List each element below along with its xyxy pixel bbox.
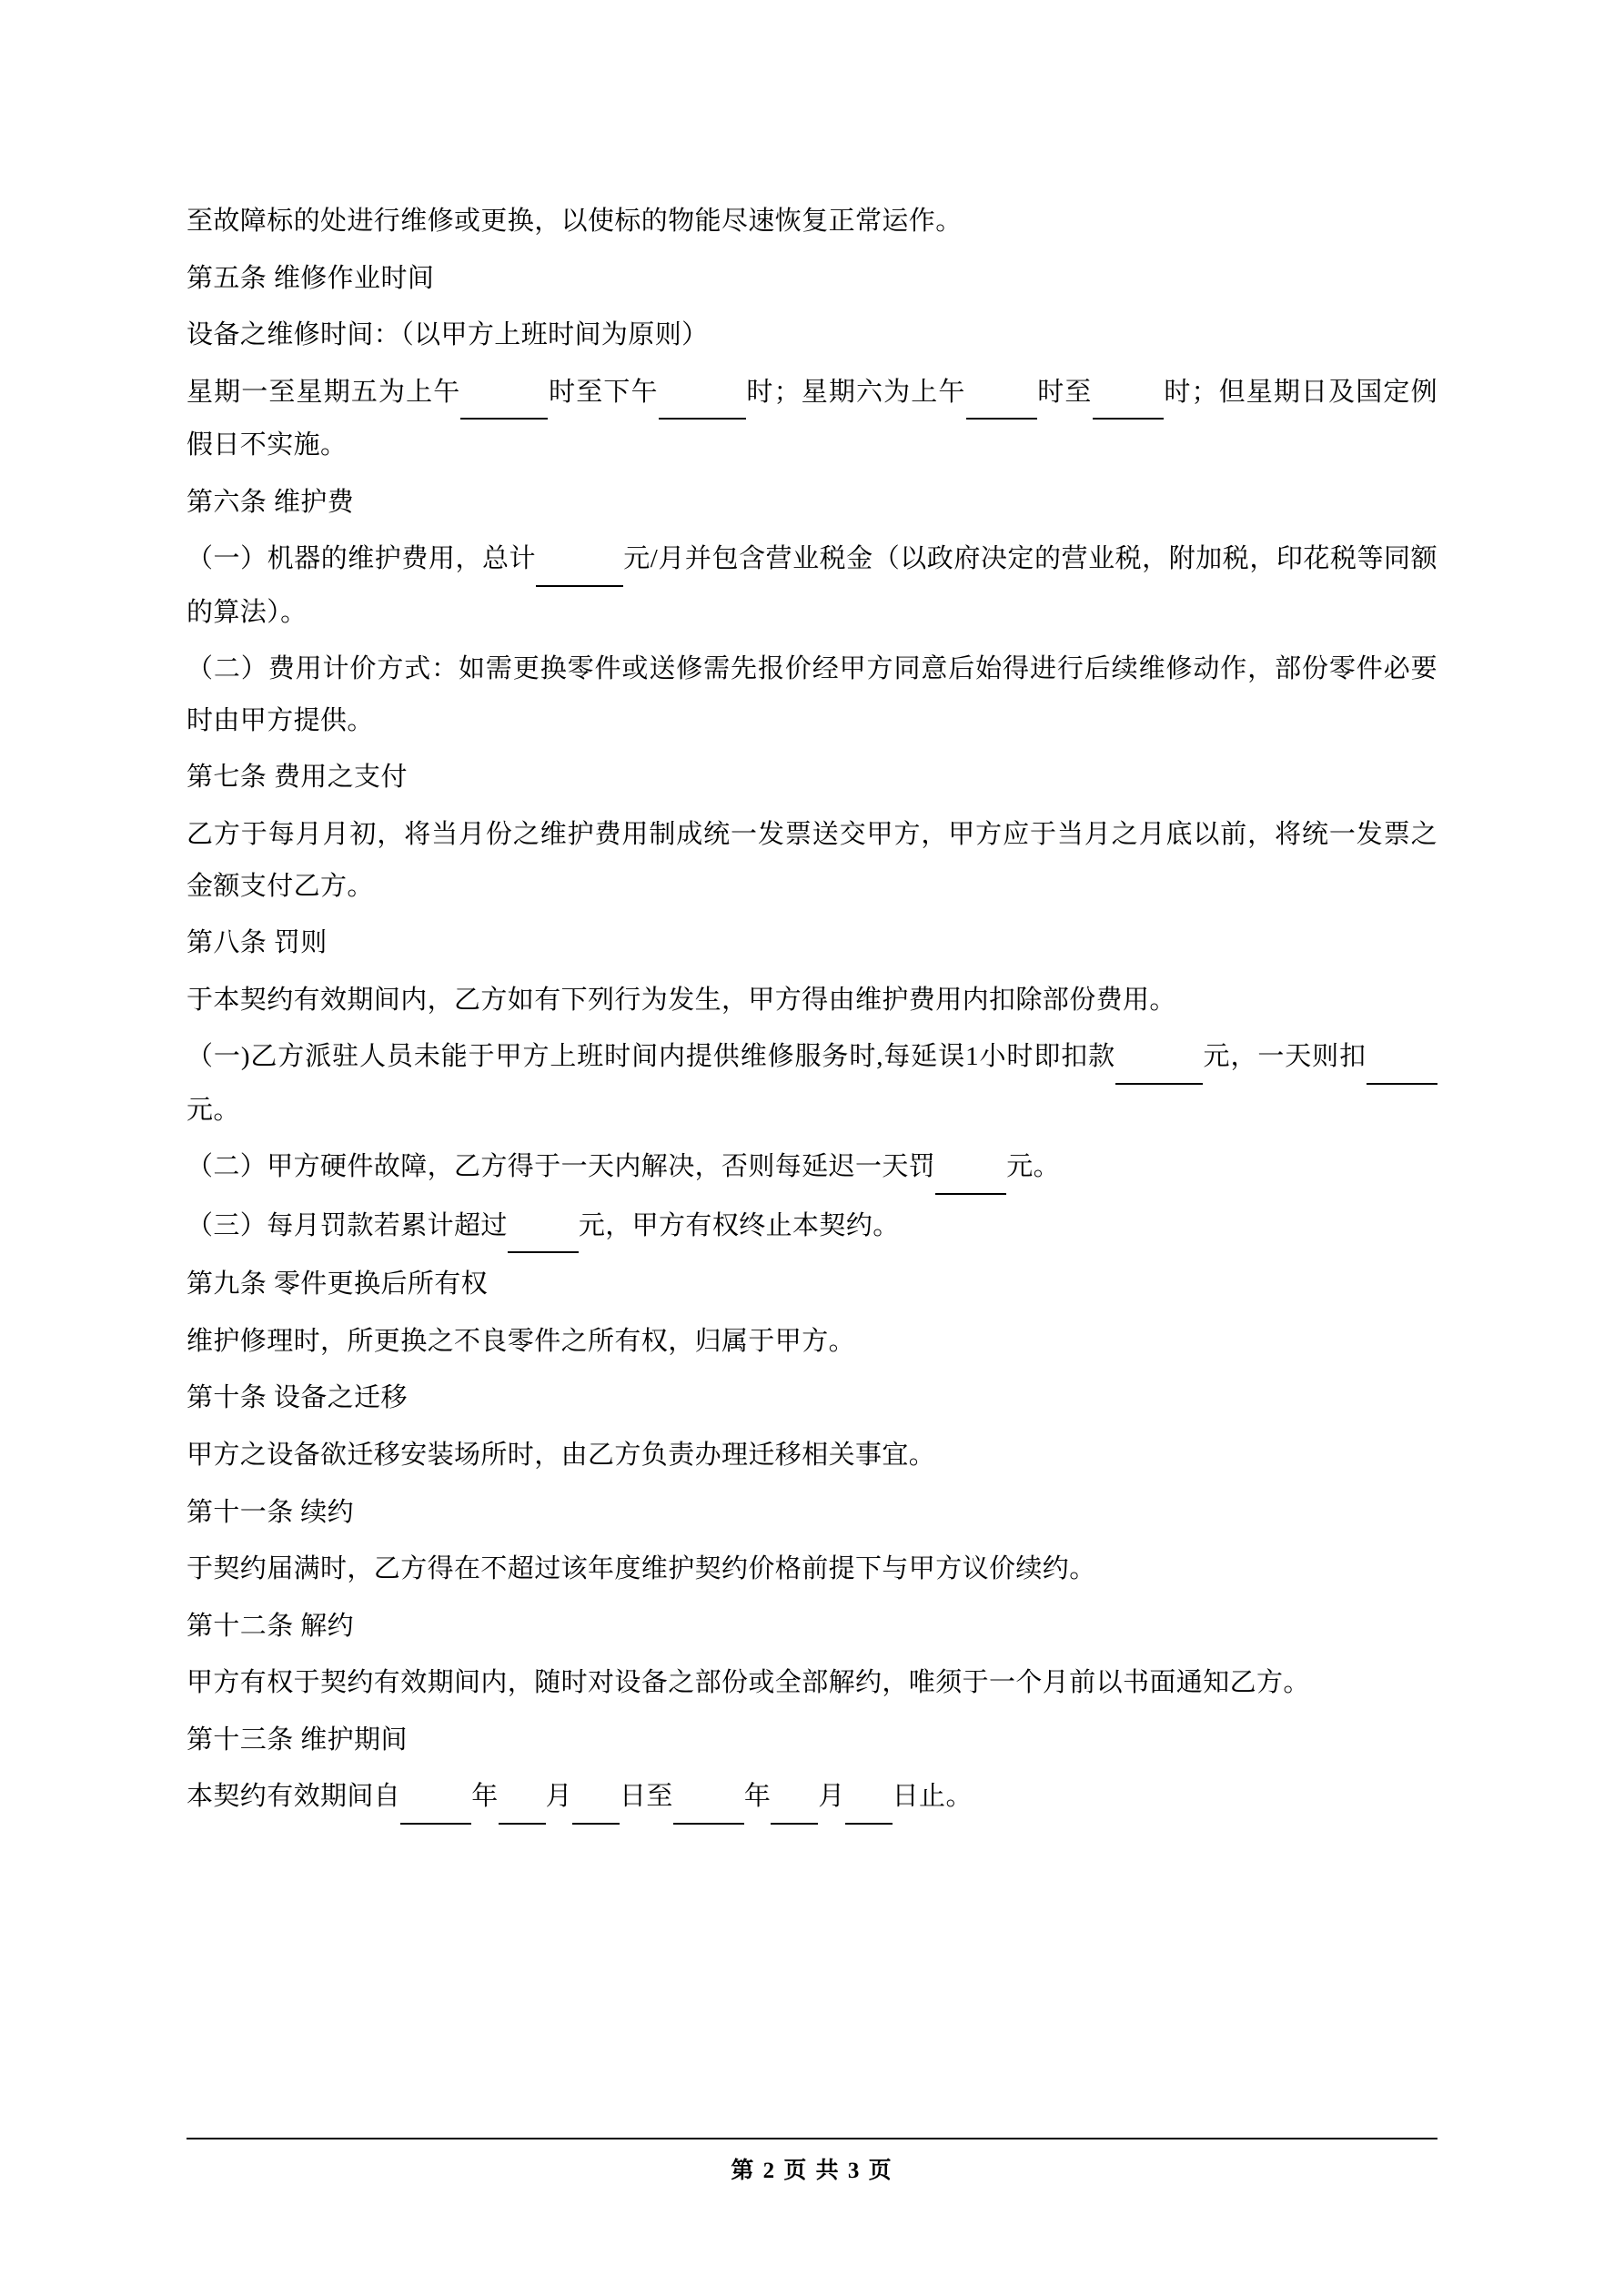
paragraph: 第十一条 续约 <box>187 1497 355 1527</box>
paragraph <box>187 1771 1437 1825</box>
fill-in-blank <box>1093 367 1164 420</box>
fill-in-blank <box>572 1771 620 1825</box>
paragraph-text: （三）每月罚款若累计超过 <box>187 1210 508 1240</box>
paragraph <box>187 1141 1437 1195</box>
paragraph: 甲方有权于契约有效期间内，随时对设备之部份或全部解约，唯须于一个月前以书面通知乙方。 <box>187 1668 1310 1698</box>
paragraph-text: 元，甲方有权终止本契约。 <box>578 1210 900 1240</box>
paragraph: 乙方于每月月初，将当月份之维护费用制成统一发票送交甲方，甲方应于当月之月底以前，将统一发票之金额支付乙方。 <box>187 820 1437 901</box>
fill-in-blank <box>771 1771 818 1825</box>
paragraph: 设备之维修时间：（以甲方上班时间为原则） <box>187 320 709 350</box>
paragraph-text: 元/月并包含营业税金（以政府决定的营业税，附加税，印花税等同额的算法）。 <box>187 544 1437 627</box>
paragraph: 甲方之设备欲迁移安装场所时，由乙方负责办理迁移相关事宜。 <box>187 1441 936 1471</box>
paragraph: 第十三条 维护期间 <box>187 1725 408 1755</box>
paragraph-text: 日止。 <box>892 1782 973 1812</box>
paragraph: 第六条 维护费 <box>187 487 355 517</box>
paragraph: 于本契约有效期间内，乙方如有下列行为发生，甲方得由维护费用内扣除部份费用。 <box>187 985 1176 1015</box>
paragraph: 维护修理时，所更换之不良零件之所有权，归属于甲方。 <box>187 1326 856 1356</box>
paragraph-text: 星期一至星期五为上午 <box>187 377 461 407</box>
paragraph-text: 日至 <box>620 1782 673 1812</box>
paragraph <box>187 533 1437 638</box>
fill-in-blank <box>935 1141 1006 1195</box>
fill-in-blank <box>400 1771 471 1825</box>
paragraph-text: （一）机器的维护费用，总计 <box>187 544 537 574</box>
fill-in-blank <box>1115 1031 1203 1085</box>
paragraph <box>187 367 1437 471</box>
paragraph-text: 年 <box>471 1782 499 1812</box>
paragraph-text: 时至 <box>1036 377 1093 407</box>
paragraph-text: 元。 <box>1006 1152 1061 1182</box>
fill-in-blank <box>966 367 1037 420</box>
fill-in-blank <box>1367 1031 1437 1085</box>
page-footer: 第 2 页 共 3 页 <box>187 2138 1437 2185</box>
paragraph: 第九条 零件更换后所有权 <box>187 1269 489 1300</box>
paragraph-text: 时；星期六为上午 <box>745 377 966 407</box>
paragraph-text: 月 <box>545 1782 573 1812</box>
paragraph: （二）费用计价方式：如需更换零件或送修需先报价经甲方同意后始得进行后续维修动作，部份零件必要时由甲方提供。 <box>187 654 1437 735</box>
paragraph: 第八条 罚则 <box>187 928 328 958</box>
fill-in-blank <box>508 1200 579 1254</box>
paragraph: 第十条 设备之迁移 <box>187 1383 408 1413</box>
paragraph <box>187 1200 1437 1254</box>
paragraph-text: 月 <box>818 1782 845 1812</box>
paragraph-text: （二）甲方硬件故障，乙方得于一天内解决，否则每延迟一天罚 <box>187 1152 936 1182</box>
paragraph-text: 时；但星期日及国定例假日不实施。 <box>187 377 1437 460</box>
paragraph-text: （一)乙方派驻人员未能于甲方上班时间内提供维修服务时,每延误1小时即扣款 <box>187 1042 1116 1072</box>
paragraph: 至故障标的处进行维修或更换，以使标的物能尽速恢复正常运作。 <box>187 207 963 236</box>
fill-in-blank <box>845 1771 893 1825</box>
paragraph <box>187 1031 1437 1136</box>
paragraph-text: 时至下午 <box>548 377 659 407</box>
fill-in-blank <box>659 367 746 420</box>
paragraph: 第七条 费用之支付 <box>187 763 408 793</box>
paragraph-text: 年 <box>743 1782 772 1812</box>
document-body <box>187 196 1437 1825</box>
paragraph: 于契约届满时，乙方得在不超过该年度维护契约价格前提下与甲方议价续约。 <box>187 1554 1096 1584</box>
fill-in-blank <box>460 367 548 420</box>
fill-in-blank <box>499 1771 546 1825</box>
paragraph-text: 元，一天则扣 <box>1203 1042 1367 1072</box>
paragraph-text: 元。 <box>187 1095 240 1125</box>
paragraph: 第五条 维修作业时间 <box>187 263 435 293</box>
paragraph-text: 本契约有效期间自 <box>187 1782 401 1812</box>
fill-in-blank <box>536 533 623 587</box>
paragraph: 第十二条 解约 <box>187 1611 355 1641</box>
fill-in-blank <box>673 1771 744 1825</box>
